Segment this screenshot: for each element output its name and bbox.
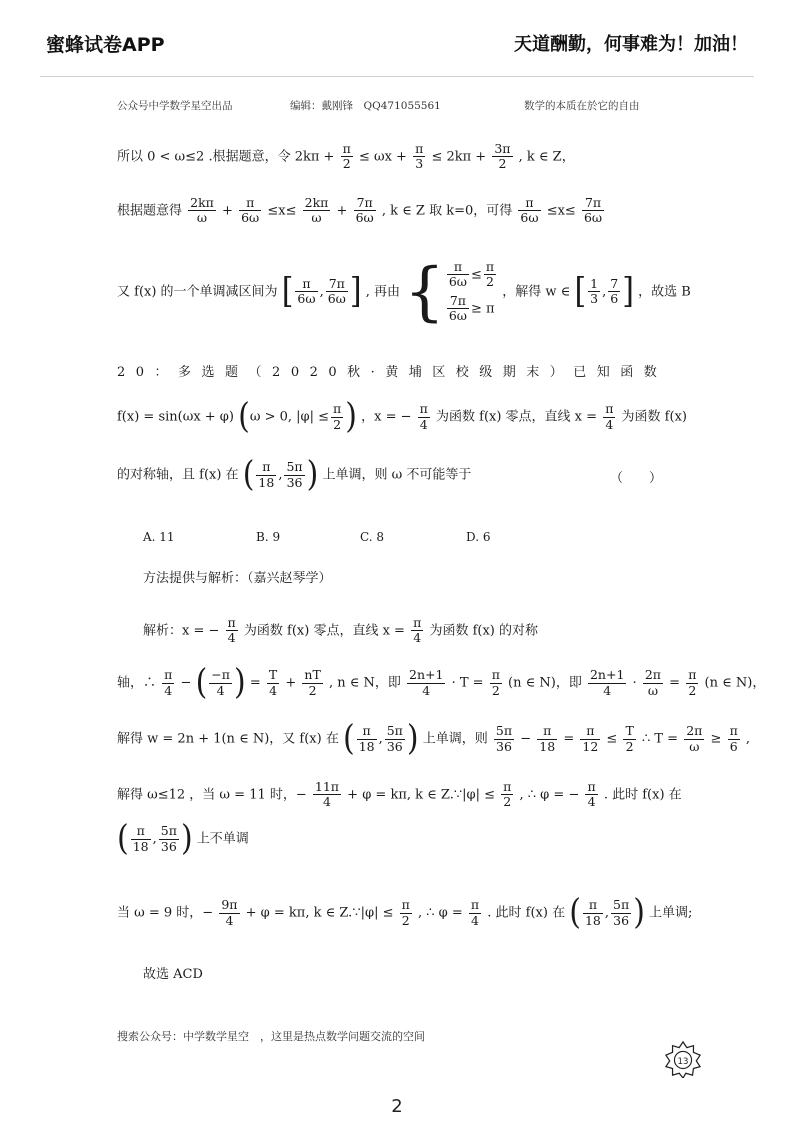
fraction: $\frac{7\pi}{6\omega}$ <box>583 195 603 226</box>
fraction: $\frac{\pi}{2}$ <box>333 401 342 432</box>
footer-note: 搜索公众号：中学数学星空 ，这里是热点数学问题交流的空间 <box>117 1030 425 1043</box>
text: 又 f(x) 的一个单调减区间为 <box>117 284 278 300</box>
paren: ) <box>306 454 319 495</box>
text: 轴，∴ <box>117 675 157 691</box>
fraction: $\frac{1}{3}$ <box>590 275 599 307</box>
text: 根据题意得 <box>117 203 183 219</box>
page-seal-icon <box>664 1040 702 1078</box>
fraction: $\frac{\pi}{4}$ <box>413 615 422 646</box>
text: , k ∈ Z 取 k=0，可得 <box>381 203 513 219</box>
text: 为函数 f(x) 的对称 <box>429 623 538 639</box>
analysis-line-5: ( $\frac{\pi}{18}$ , $\frac{5\pi}{36}$ ) 上不单调 <box>117 818 249 859</box>
inequality-system: $\frac{\pi}{6\omega}$ ≤ $\frac{\pi}{2}$ $\frac{7\pi}{6\omega}$ ≥ π <box>448 259 495 324</box>
slogan: 天道酬勤，何事难为！加油！ <box>514 34 748 55</box>
q20-line-2 <box>117 396 687 437</box>
fraction: $\frac{3\pi}{2}$ <box>494 141 511 172</box>
brace: { <box>404 254 445 329</box>
bracket: ] <box>349 271 362 312</box>
analysis-line-4: 解得 ω≤12 ，当 ω = 11 时，− $\frac{11\pi}{4}$ + φ = kπ, k ∈ Z.∵|φ| ≤ $\frac{\pi}{2}$ , ∴ φ = − $\frac{\pi}{4}$ . 此时 f(x) 在 <box>117 779 682 810</box>
text: ≤x≤ <box>267 203 297 219</box>
final-answer: 故选 ACD <box>143 967 203 982</box>
q20-heading: 20：多选题（2020秋·黄埔区校级期末）已知函数 <box>117 365 668 380</box>
text: 上单调，则 ω 不可能等于 <box>322 467 472 483</box>
analysis-line-2: 轴，∴ $\frac{\pi}{4}$ − ( $\frac{-\pi}{4}$ ) = $\frac{T}{4}$ + $\frac{nT}{2}$ , n ∈ N，即 $\frac{2n+1}{4}$ · T = $\frac{\pi}{2}$ (n ∈ N)，即 $\frac{2n+1}{4}$ · $\frac{2\pi}{\omega}$ = $\frac{\pi}{2}$ (n ∈ N)， <box>117 662 766 703</box>
fraction: $\frac{\pi}{4}$ <box>227 615 236 646</box>
text: ω > 0, |φ| ≤ <box>249 409 330 425</box>
doc-header-editor: 编辑：戴刚锋 QQ471055561 <box>290 100 441 112</box>
fraction: $\frac{2k\pi}{\omega}$ <box>190 195 214 226</box>
analysis-line-6: 当 ω = 9 时，− $\frac{9\pi}{4}$ + φ = kπ, k ∈ Z.∵|φ| ≤ $\frac{\pi}{2}$ , ∴ φ = $\frac{\pi}{4}$ . 此时 f(x) 在 ( $\frac{\pi}{18}$ , $\frac{5\pi}{36}$ ) 上单调; <box>117 892 693 933</box>
option-d: D. 6 <box>466 530 491 544</box>
fraction: $\frac{\pi}{6\omega}$ <box>241 195 260 226</box>
doc-header-right: 数学的本质在於它的自由 <box>524 100 640 112</box>
text: 的对称轴，且 f(x) 在 <box>117 467 239 483</box>
sol19-line-1 <box>117 142 575 172</box>
bracket: [ <box>281 271 294 312</box>
text: 解析：x = − <box>143 623 220 639</box>
text: ≤x≤ <box>546 203 576 219</box>
fraction: $\frac{\pi}{6\omega}$ <box>297 275 316 307</box>
page-number: 2 <box>391 1096 403 1117</box>
text: 为函数 f(x) 零点，直线 x = <box>436 409 598 425</box>
option-b: B. 9 <box>256 530 281 544</box>
text: 为函数 f(x) <box>621 409 687 425</box>
text: 为函数 f(x) 零点，直线 x = <box>243 623 405 639</box>
analysis-line-1 <box>143 616 538 646</box>
fraction: $\frac{5\pi}{36}$ <box>286 459 303 490</box>
sol19-line-3: 又 f(x) 的一个单调减区间为 [ $\frac{\pi}{6\omega}$ , $\frac{7\pi}{6\omega}$ ] , 再由 { $\frac{\pi}{6\omega}$ ≤ $\frac{\pi}{2}$ $\frac{7\pi}{6\omega}$ ≥ π ，解得 w ∈ [ $\frac{1}{3}$ , $\frac{7}{6}$ ] ，故选 B <box>117 254 691 329</box>
fraction: $\frac{\pi}{4}$ <box>605 401 614 432</box>
fraction: $\frac{2k\pi}{\omega}$ <box>304 195 329 226</box>
paren: ) <box>345 396 357 437</box>
seal-text: 13 <box>677 1056 689 1067</box>
bracket: ] <box>622 271 634 312</box>
fraction: $\frac{\pi}{6\omega}$ <box>520 195 539 226</box>
fraction: $\frac{\pi}{2}$ <box>342 141 351 172</box>
text: ≤ ωx + <box>358 149 407 165</box>
option-c: C. 8 <box>360 530 385 544</box>
analysis-line-3: 解得 w = 2n + 1(n ∈ N)，又 f(x) 在 ( $\frac{\pi}{18}$ , $\frac{5\pi}{36}$ ) 上单调，则 $\frac{5\pi}{36}$ − $\frac{\pi}{18}$ = $\frac{\pi}{12}$ ≤ $\frac{T}{2}$ ∴ T = $\frac{2\pi}{\omega}$ ≥ $\frac{\pi}{6}$ , <box>117 718 751 759</box>
paren: ( <box>242 454 255 495</box>
text: ≤ 2kπ + <box>431 149 487 165</box>
method-note: 方法提供与解析：（嘉兴赵琴学） <box>143 571 332 586</box>
app-name: 蜜蜂试卷APP <box>46 34 165 56</box>
doc-header-left: 公众号中学数学星空出品 <box>117 100 233 112</box>
bracket: [ <box>574 271 587 312</box>
text: + <box>336 203 348 219</box>
top-bar <box>0 0 794 80</box>
text: ，解得 w ∈ <box>502 284 571 300</box>
q20-line-3: 的对称轴，且 f(x) 在 ( $\frac{\pi}{18}$ , $\frac{5\pi}{36}$ ) 上单调，则 ω 不可能等于 <box>117 454 472 495</box>
fraction: $\frac{\pi}{4}$ <box>419 401 428 432</box>
fraction: $\frac{7}{6}$ <box>610 275 619 307</box>
text: + <box>222 203 233 219</box>
text: , 再由 <box>365 284 400 300</box>
text: 所以 0 < ω≤2 .根据题意，令 2kπ + <box>117 149 335 165</box>
divider <box>40 76 754 77</box>
paren: ( <box>238 396 250 437</box>
fraction: $\frac{7\pi}{6\omega}$ <box>355 195 374 226</box>
text: ，故选 B <box>638 284 691 300</box>
answer-blank: （ ） <box>610 471 663 486</box>
text: , k ∈ Z， <box>518 149 575 165</box>
sol19-line-2 <box>117 196 606 226</box>
fraction: $\frac{\pi}{3}$ <box>415 141 424 172</box>
fraction: $\frac{\pi}{18}$ <box>258 459 275 490</box>
fraction: $\frac{7\pi}{6\omega}$ <box>327 275 346 307</box>
text: ，x = − <box>361 409 412 425</box>
option-a: A. 11 <box>143 530 175 544</box>
text: f(x) = sin(ωx + φ) <box>117 409 234 425</box>
